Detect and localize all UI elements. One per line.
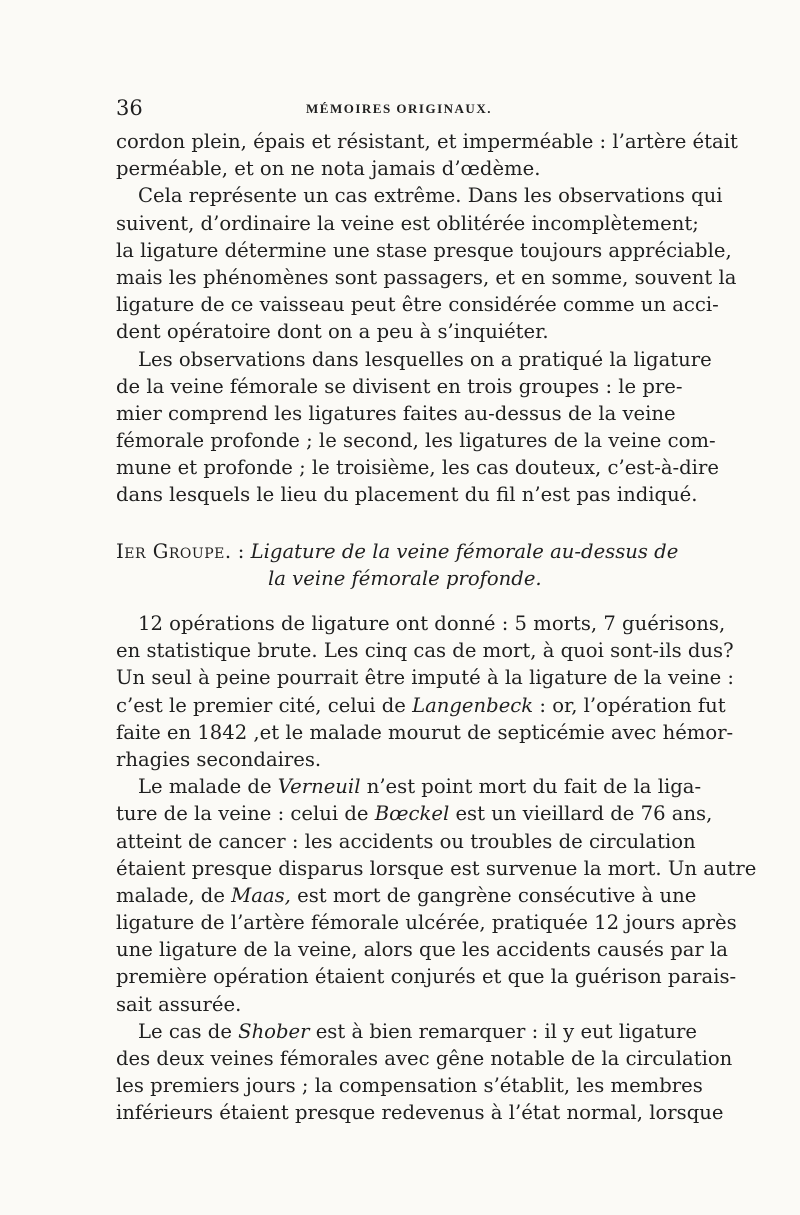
text-line: Un seul à peine pourrait être imputé à la ligature de la veine : [116, 666, 735, 690]
text-line: Le cas de Shober est à bien remarquer : il y eut ligature [138, 1019, 697, 1043]
author-name: Bœckel [374, 802, 450, 826]
text-line: en statistique brute. Les cinq cas de mort, à quoi sont-ils dus? [116, 639, 734, 663]
page-header [116, 96, 686, 122]
text-line: les premiers jours ; la compensation s’établit, les membres [116, 1074, 703, 1098]
text-line: Le malade de Verneuil n’est point mort du fait de la liga- [138, 775, 702, 799]
text-line: perméable, et on ne nota jamais d’œdème. [116, 157, 541, 181]
group-label: Ier Groupe. [116, 540, 232, 563]
text-line: atteint de cancer : les accidents ou troubles de circulation [116, 829, 696, 853]
author-name: Shober [238, 1019, 310, 1043]
text-line: Cela représente un cas extrême. Dans les observations qui [138, 184, 723, 208]
text-line: étaient presque disparus lorsque est survenue la mort. Un autre [116, 856, 757, 880]
top-paragraphs [116, 128, 738, 509]
group-title-line1: Ligature de la veine fémorale au-dessus de [250, 540, 679, 563]
bottom-paragraphs [116, 610, 757, 1127]
text-line: une ligature de la veine, alors que les accidents causés par la [116, 938, 728, 962]
text-line: fémorale profonde ; le second, les ligatures de la veine com- [116, 429, 716, 453]
text-line: rhagies secondaires. [116, 747, 322, 771]
text-line: inférieurs étaient presque redevenus à l’état normal, lorsque [116, 1101, 724, 1125]
text-line: suivent, d’ordinaire la veine est oblitérée incomplètement; [116, 211, 699, 235]
text-line: 12 opérations de ligature ont donné : 5 morts, 7 guérisons, [138, 612, 726, 635]
text-line: des deux veines fémorales avec gêne notable de la circulation [116, 1047, 733, 1070]
author-name: Langenbeck [412, 693, 534, 717]
text-line: la ligature détermine une stase presque toujours appréciable, [116, 238, 732, 262]
text-line: mier comprend les ligatures faites au-dessus de la veine [116, 401, 676, 425]
text-line: faite en 1842 ,et le malade mourut de septicémie avec hémor- [116, 720, 734, 744]
section-heading [116, 538, 686, 592]
author-name: Verneuil [277, 775, 361, 799]
text-line: malade, de Maas, est mort de gangrène consécutive à une [116, 883, 697, 907]
page-number: 36 [116, 96, 143, 120]
text-line: de la veine fémorale se divisent en trois groupes : le pre- [116, 374, 683, 398]
text-line: mune et profonde ; le troisième, les cas douteux, c’est-à-dire [116, 456, 719, 480]
text-line: première opération étaient conjurés et que la guérison parais- [116, 965, 737, 989]
text-line: cordon plein, épais et résistant, et imperméable : l’artère était [116, 130, 738, 153]
text-line: ligature de l’artère fémorale ulcérée, pratiquée 12 jours après [116, 911, 737, 935]
group-title-line2: la veine fémorale profonde. [268, 567, 542, 591]
author-name: Maas, [231, 883, 291, 907]
text-line: c’est le premier cité, celui de Langenbeck : or, l’opération fut [116, 693, 726, 717]
text-line: sait assurée. [116, 992, 242, 1016]
text-line: dans lesquels le lieu du placement du fil n’est pas indiqué. [116, 483, 698, 507]
text-line: ligature de ce vaisseau peut être considérée comme un acci- [116, 293, 719, 317]
text-line: ture de la veine : celui de Bœckel est un vieillard de 76 ans, [116, 802, 713, 826]
text-line: dent opératoire dont on a peu à s’inquiéter. [116, 320, 549, 344]
text-line: Les observations dans lesquelles on a pratiqué la ligature [138, 347, 712, 371]
heading-separator: : [231, 540, 251, 563]
text-line: mais les phénomènes sont passagers, et en somme, souvent la [116, 265, 737, 289]
running-title: MÉMOIRES ORIGINAUX. [306, 101, 492, 116]
